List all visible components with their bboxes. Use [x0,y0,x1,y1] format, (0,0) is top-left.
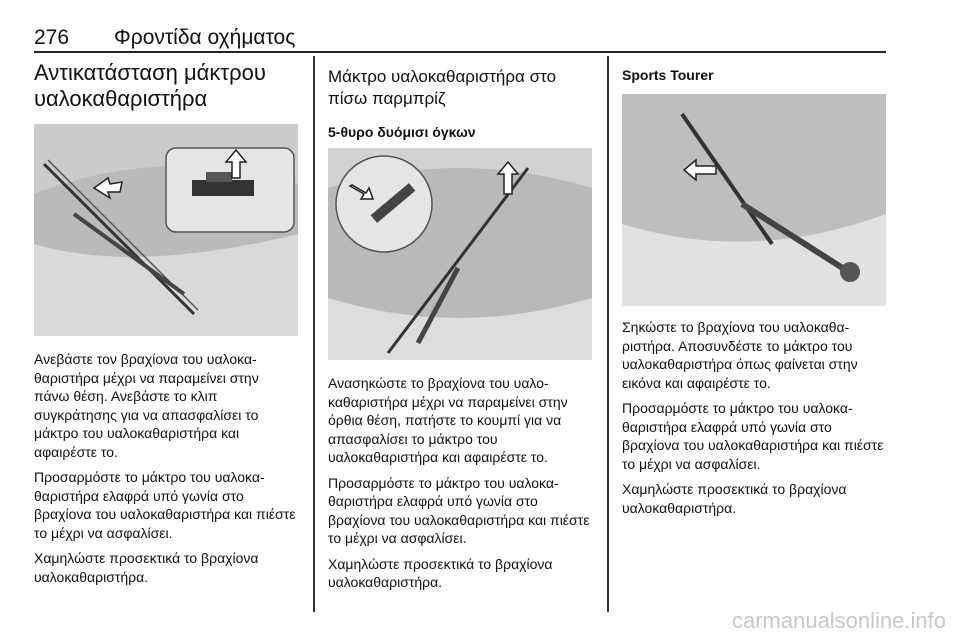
paragraph: Χαμηλώστε προσεκτικά το βραχίονα υαλοκαθαριστήρα. [34,550,259,585]
column-sports-tourer-text [622,318,886,517]
paragraph: Προσαρμόστε το μάκτρο του υαλοκα-θαριστήρα ελαφρά υπό γωνία στο βραχίονα του υαλοκαθαριστήρα και πιέστε το μέχρι να ασφαλίσει. [34,469,296,541]
column-rear-wiper [328,66,592,141]
rear-wiper-sports-tourer-illustration [622,94,886,306]
section-title: Αντικατάσταση μάκτρου υαλοκαθαριστήρα [34,60,266,111]
rear-wiper-hatchback-illustration [328,148,592,360]
column-divider [607,56,609,612]
page-header [34,26,886,52]
running-title: Φροντίδα οχήματος [114,26,296,49]
section-title: Μάκτρο υαλοκαθαριστήρα στο πίσω παρμπρίζ [328,67,557,108]
front-wiper-illustration [34,124,298,336]
section-subtitle: 5-θυρο δυόμισι όγκων [328,124,476,140]
page-number: 276 [34,26,70,49]
paragraph: Ανεβάστε τον βραχίονα του υαλοκα-θαριστήρα μέχρι να παραμείνει στην πάνω θέση. Ανεβάστε το κλιπ συγκράτησης για να απασφαλίσει το μάκτρο του υαλοκαθαριστήρα και αφαιρέστε το. [34,351,259,460]
header-rule [34,51,886,53]
paragraph: Ανασηκώστε το βραχίονα του υαλο-καθαριστήρα μέχρι να παραμείνει στην όρθια θέση, πατήστε το κουμπί για να απασφαλίσει το μάκτρο του υαλοκαθαριστήρα και αφαιρέστε το. [328,375,568,465]
column-front-wiper-text [34,350,298,586]
watermark-logo: carmanualsonline.info [731,608,946,633]
column-divider [313,56,315,612]
paragraph: Χαμηλώστε προσεκτικά το βραχίονα υαλοκαθαριστήρα. [622,481,847,516]
paragraph: Προσαρμόστε το μάκτρο του υαλοκα-θαριστήρα ελαφρά υπό γωνία στο βραχίονα του υαλοκαθαριστήρα και πιέστε το μέχρι να ασφαλίσει. [622,400,884,472]
section-subtitle: Sports Tourer [622,67,714,83]
paragraph: Προσαρμόστε το μάκτρο του υαλοκα-θαριστήρα ελαφρά υπό γωνία στο βραχίονα του υαλοκαθαριστήρα και πιέστε το μέχρι να ασφαλίσει. [328,474,590,546]
column-rear-wiper-text [328,374,592,592]
column-sports-tourer [622,66,886,84]
paragraph: Χαμηλώστε προσεκτικά το βραχίονα υαλοκαθαριστήρα. [328,555,553,590]
column-front-wiper [34,60,298,112]
paragraph: Σηκώστε το βραχίονα του υαλοκαθα-ριστήρα. Αποσυνδέστε το μάκτρο του υαλοκαθαριστήρα όπως φαίνεται στην εικόνα και αφαιρέστε το. [622,319,858,391]
